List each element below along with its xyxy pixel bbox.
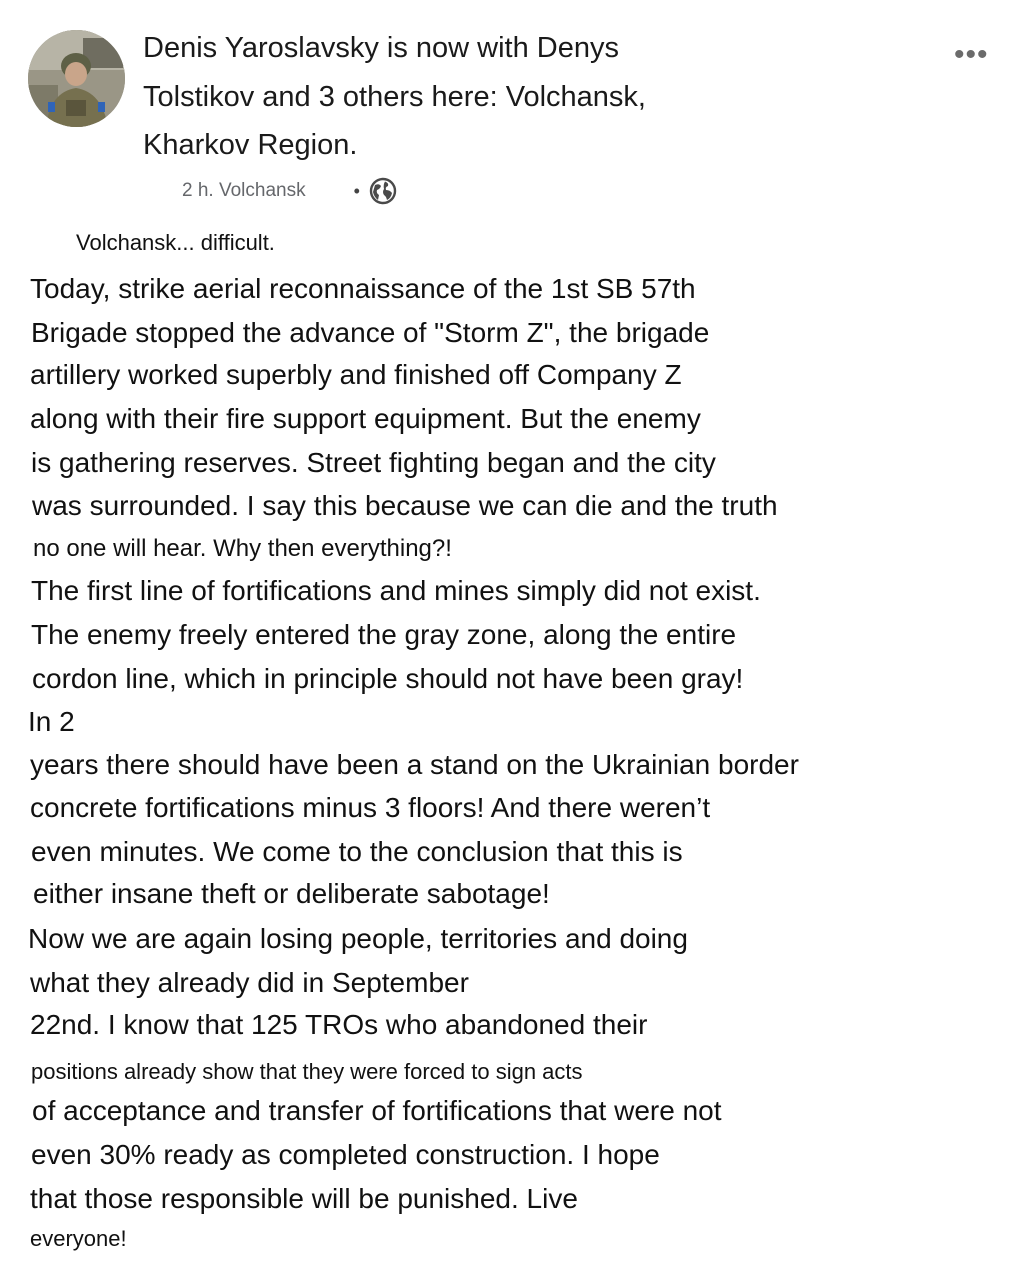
body-line: Brigade stopped the advance of "Storm Z", the brigade xyxy=(31,317,710,348)
meta-separator: • xyxy=(353,180,360,201)
header-line[interactable]: Tolstikov and 3 others here: Volchansk, xyxy=(143,81,646,113)
body-line: even 30% ready as completed construction. I hope xyxy=(31,1139,660,1170)
globe-icon[interactable] xyxy=(369,177,397,205)
post-meta xyxy=(182,176,397,206)
avatar-photo xyxy=(28,30,125,127)
header-line[interactable]: Kharkov Region. xyxy=(143,129,358,161)
body-line: concrete fortifications minus 3 floors! And there weren’t xyxy=(30,792,711,823)
post-time-location[interactable]: 2 h. Volchansk xyxy=(182,180,306,201)
body-line: what they already did in September xyxy=(30,967,469,998)
body-line: along with their fire support equipment. But the enemy xyxy=(30,403,701,434)
body-line: either insane theft or deliberate sabotage! xyxy=(33,878,550,909)
body-line: everyone! xyxy=(30,1226,127,1251)
more-options-button[interactable]: ••• xyxy=(954,38,989,71)
body-line: In 2 xyxy=(28,706,75,737)
body-line: positions already show that they were forced to sign acts xyxy=(31,1059,583,1084)
body-line: Volchansk... difficult. xyxy=(76,230,275,255)
body-line: was surrounded. I say this because we can die and the truth xyxy=(32,490,778,521)
body-line: cordon line, which in principle should not have been gray! xyxy=(32,663,744,694)
body-line: of acceptance and transfer of fortifications that were not xyxy=(32,1095,722,1126)
header-line[interactable]: Denis Yaroslavsky is now with Denys xyxy=(143,32,619,64)
body-line: that those responsible will be punished. Live xyxy=(30,1183,578,1214)
body-line: years there should have been a stand on the Ukrainian border xyxy=(30,749,799,780)
body-line: Now we are again losing people, territories and doing xyxy=(28,923,688,954)
body-line: 22nd. I know that 125 TROs who abandoned their xyxy=(30,1009,648,1040)
body-line: The first line of fortifications and mines simply did not exist. xyxy=(31,575,761,606)
body-line: no one will hear. Why then everything?! xyxy=(33,535,452,562)
body-line: The enemy freely entered the gray zone, along the entire xyxy=(31,619,737,650)
post-avatar[interactable] xyxy=(28,30,125,127)
body-line: artillery worked superbly and finished off Company Z xyxy=(30,359,682,390)
body-line: even minutes. We come to the conclusion that this is xyxy=(31,836,683,867)
body-line: is gathering reserves. Street fighting began and the city xyxy=(31,447,716,478)
body-line: Today, strike aerial reconnaissance of the 1st SB 57th xyxy=(30,273,696,304)
